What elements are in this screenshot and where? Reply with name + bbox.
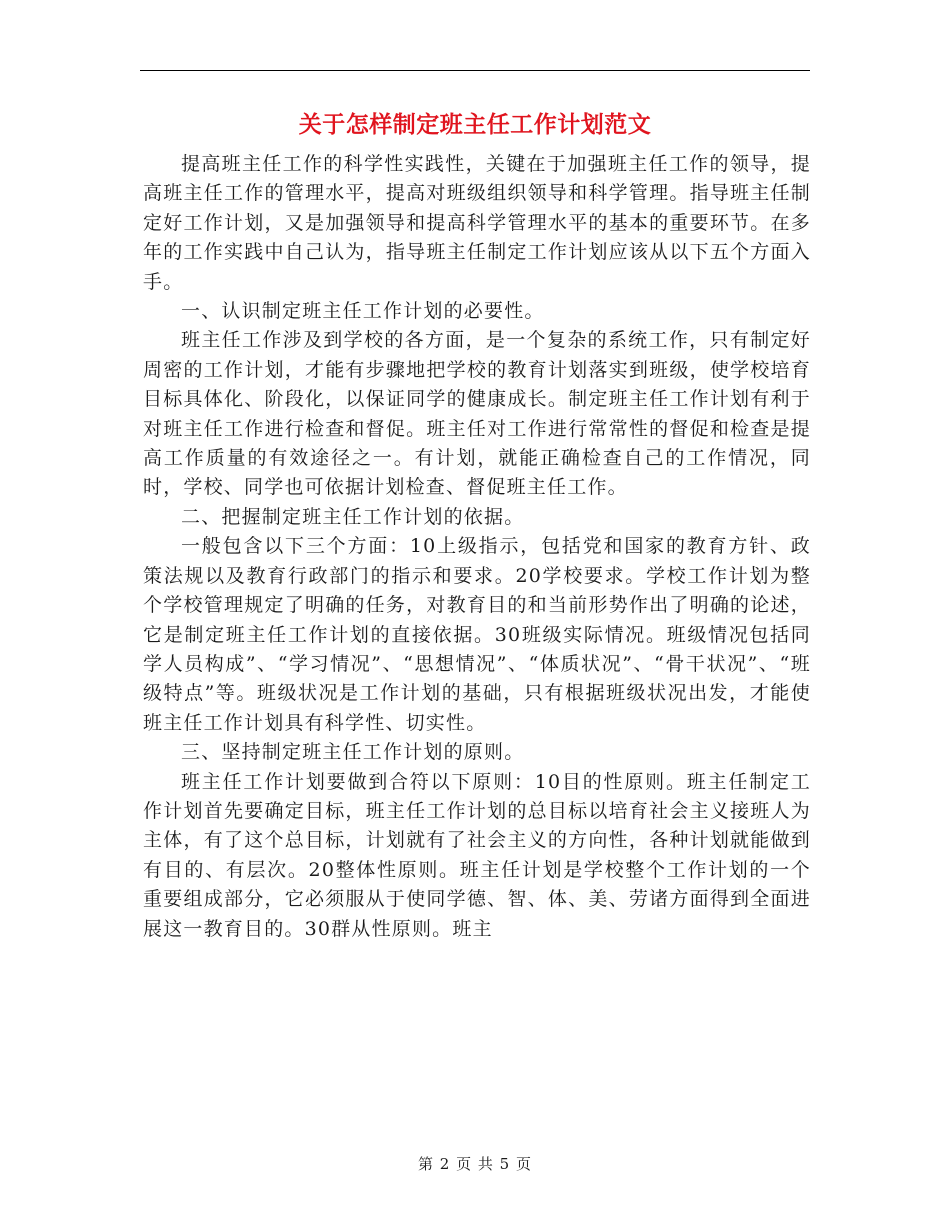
page-footer: 第 2 页 共 5 页: [418, 1155, 532, 1173]
document-title: 关于怎样制定班主任工作计划范文: [298, 111, 652, 138]
header-rule: [140, 70, 810, 71]
paragraph-principles: 班主任工作计划要做到合符以下原则：10目的性原则。班主任制定工作计划首先要确定目标，班主任工作计划的总目标以培育社会主义接班人为主体，有了这个总目标，计划就有了社会主义的方向性，各种计划就能做到有目的、有层次。20整体性原则。班主任计划是学校整个工作计划的一个重要组成部分，它必须服从于使同学德、智、体、美、劳诸方面得到全面进展这一教育目的。30群从性原则。班主: [143, 770, 811, 940]
section-heading-3: 三、坚持制定班主任工作计划的原则。: [181, 741, 525, 764]
paragraph-necessity: 班主任工作涉及到学校的各方面，是一个复杂的系统工作，只有制定好周密的工作计划，才能有步骤地把学校的教育计划落实到班级，使学校培育目标具体化、阶段化，以保证同学的健康成长。制定班主任工作计划有利于对班主任工作进行检查和督促。班主任对工作进行常常性的督促和检查是提高工作质量的有效途径之一。有计划，就能正确检查自己的工作情况，同时，学校、同学也可依据计划检查、督促班主任工作。: [143, 329, 811, 499]
paragraph-basis: 一般包含以下三个方面：10上级指示，包括党和国家的教育方针、政策法规以及教育行政部门的指示和要求。20学校要求。学校工作计划为整个学校管理规定了明确的任务，对教育目的和当前形势作出了明确的论述，它是制定班主任工作计划的直接依据。30班级实际情况。班级情况包括同学人员构成”、“学习情况”、“思想情况”、“体质状况”、“骨干状况”、“班级特点”等。班级状况是工作计划的基础，只有根据班级状况出发，才能使班主任工作计划具有科学性、切实性。: [143, 535, 811, 734]
section-heading-2: 二、把握制定班主任工作计划的依据。: [181, 505, 525, 528]
section-heading-1: 一、认识制定班主任工作计划的必要性。: [181, 300, 545, 323]
document-body: [143, 150, 811, 944]
paragraph-intro: 提高班主任工作的科学性实践性，关键在于加强班主任工作的领导，提高班主任工作的管理水平，提高对班级组织领导和科学管理。指导班主任制定好工作计划，又是加强领导和提高科学管理水平的基本的重要环节。在多年的工作实践中自己认为，指导班主任制定工作计划应该从以下五个方面入手。: [143, 153, 811, 293]
